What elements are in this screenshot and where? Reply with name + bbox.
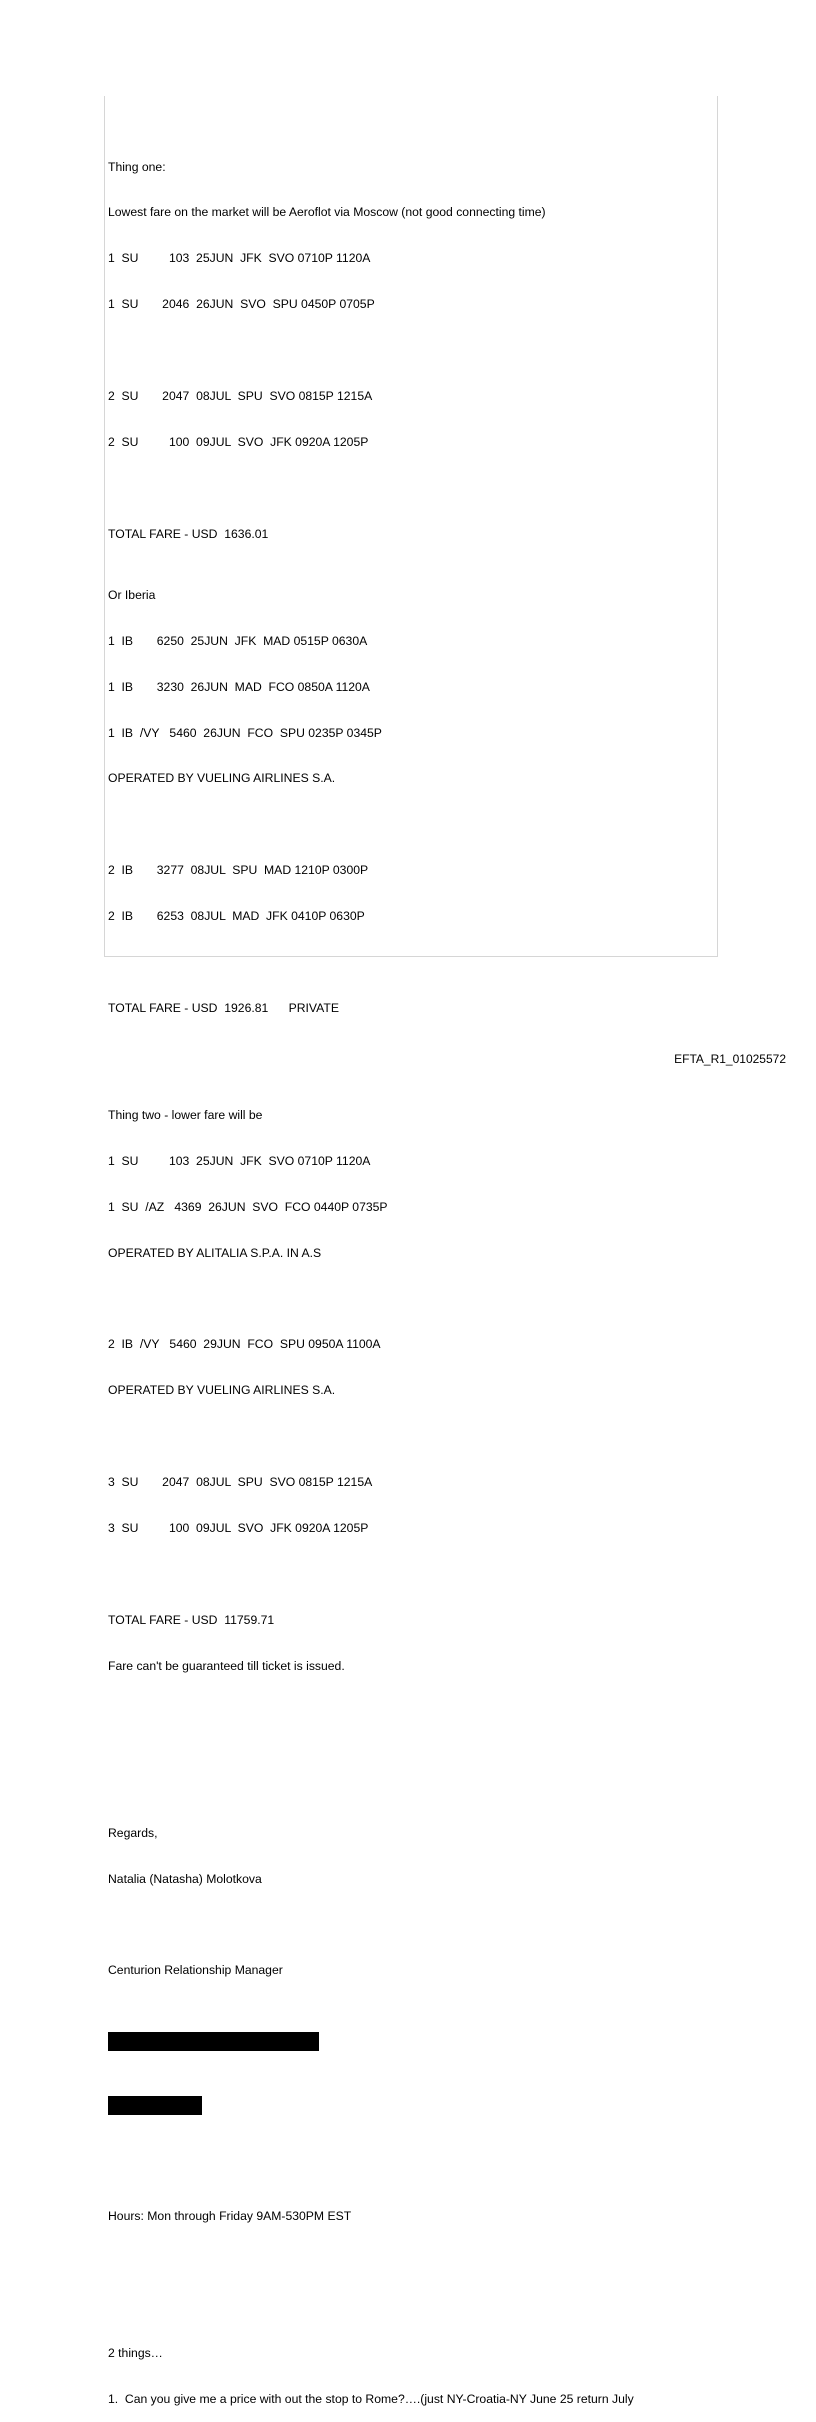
flight-line: 1 SU /AZ 4369 26JUN SVO FCO 0440P 0735P [108, 1199, 388, 1214]
flight-line: 3 SU 100 09JUL SVO JFK 0920A 1205P [108, 1521, 369, 1536]
flight-line: 3 SU 2047 08JUL SPU SVO 0815P 1215A [108, 1475, 373, 1490]
option-iberia-heading: Or Iberia [108, 587, 156, 602]
flight-line: 2 SU 100 09JUL SVO JFK 0920A 1205P [108, 434, 369, 449]
flight-line: 1 SU 103 25JUN JFK SVO 0710P 1120A [108, 251, 371, 266]
redaction-block [108, 2096, 202, 2115]
signature-name: Natalia (Natasha) Molotkova [108, 1871, 262, 1886]
flight-line: 1 IB /VY 5460 26JUN FCO SPU 0235P 0345P [108, 725, 382, 740]
total-fare: TOTAL FARE - USD 11759.71 [108, 1612, 275, 1627]
email-body [108, 129, 716, 2422]
flight-line: 1 SU 103 25JUN JFK SVO 0710P 1120A [108, 1153, 371, 1168]
flight-line: 2 IB /VY 5460 29JUN FCO SPU 0950A 1100A [108, 1337, 381, 1352]
option-one-heading: Thing one: [108, 159, 166, 174]
flight-line: 2 IB 6253 08JUL MAD JFK 0410P 0630P [108, 909, 365, 924]
fare-disclaimer: Fare can't be guaranteed till ticket is issued. [108, 1658, 345, 1673]
option-one-intro: Lowest fare on the market will be Aeroflot via Moscow (not good connecting time) [108, 205, 546, 220]
flight-line: 2 IB 3277 08JUL SPU MAD 1210P 0300P [108, 863, 369, 878]
operated-by-note: OPERATED BY VUELING AIRLINES S.A. [108, 1383, 336, 1398]
signature-closing: Regards, [108, 1825, 158, 1840]
operated-by-note: OPERATED BY ALITALIA S.P.A. IN A.S [108, 1245, 322, 1260]
flight-line: 1 IB 3230 26JUN MAD FCO 0850A 1120A [108, 679, 370, 694]
signature-hours: Hours: Mon through Friday 9AM-530PM EST [108, 2208, 352, 2223]
reply-item: 1. Can you give me a price with out the stop to Rome?….(just NY-Croatia-NY June 25 return July [108, 2391, 634, 2406]
reply-intro: 2 things… [108, 2345, 163, 2360]
flight-line: 2 SU 2047 08JUL SPU SVO 0815P 1215A [108, 389, 373, 404]
redaction-block [108, 2032, 319, 2051]
option-two-heading: Thing two - lower fare will be [108, 1108, 263, 1122]
total-fare: TOTAL FARE - USD 1636.01 [108, 526, 269, 541]
total-fare: TOTAL FARE - USD 1926.81 PRIVATE [108, 1000, 339, 1015]
document-id: EFTA_R1_01025572 [674, 1052, 786, 1066]
signature-title: Centurion Relationship Manager [108, 1963, 283, 1978]
flight-line: 1 SU 2046 26JUN SVO SPU 0450P 0705P [108, 297, 375, 312]
operated-by-note: OPERATED BY VUELING AIRLINES S.A. [108, 771, 336, 786]
flight-line: 1 IB 6250 25JUN JFK MAD 0515P 0630A [108, 633, 368, 648]
